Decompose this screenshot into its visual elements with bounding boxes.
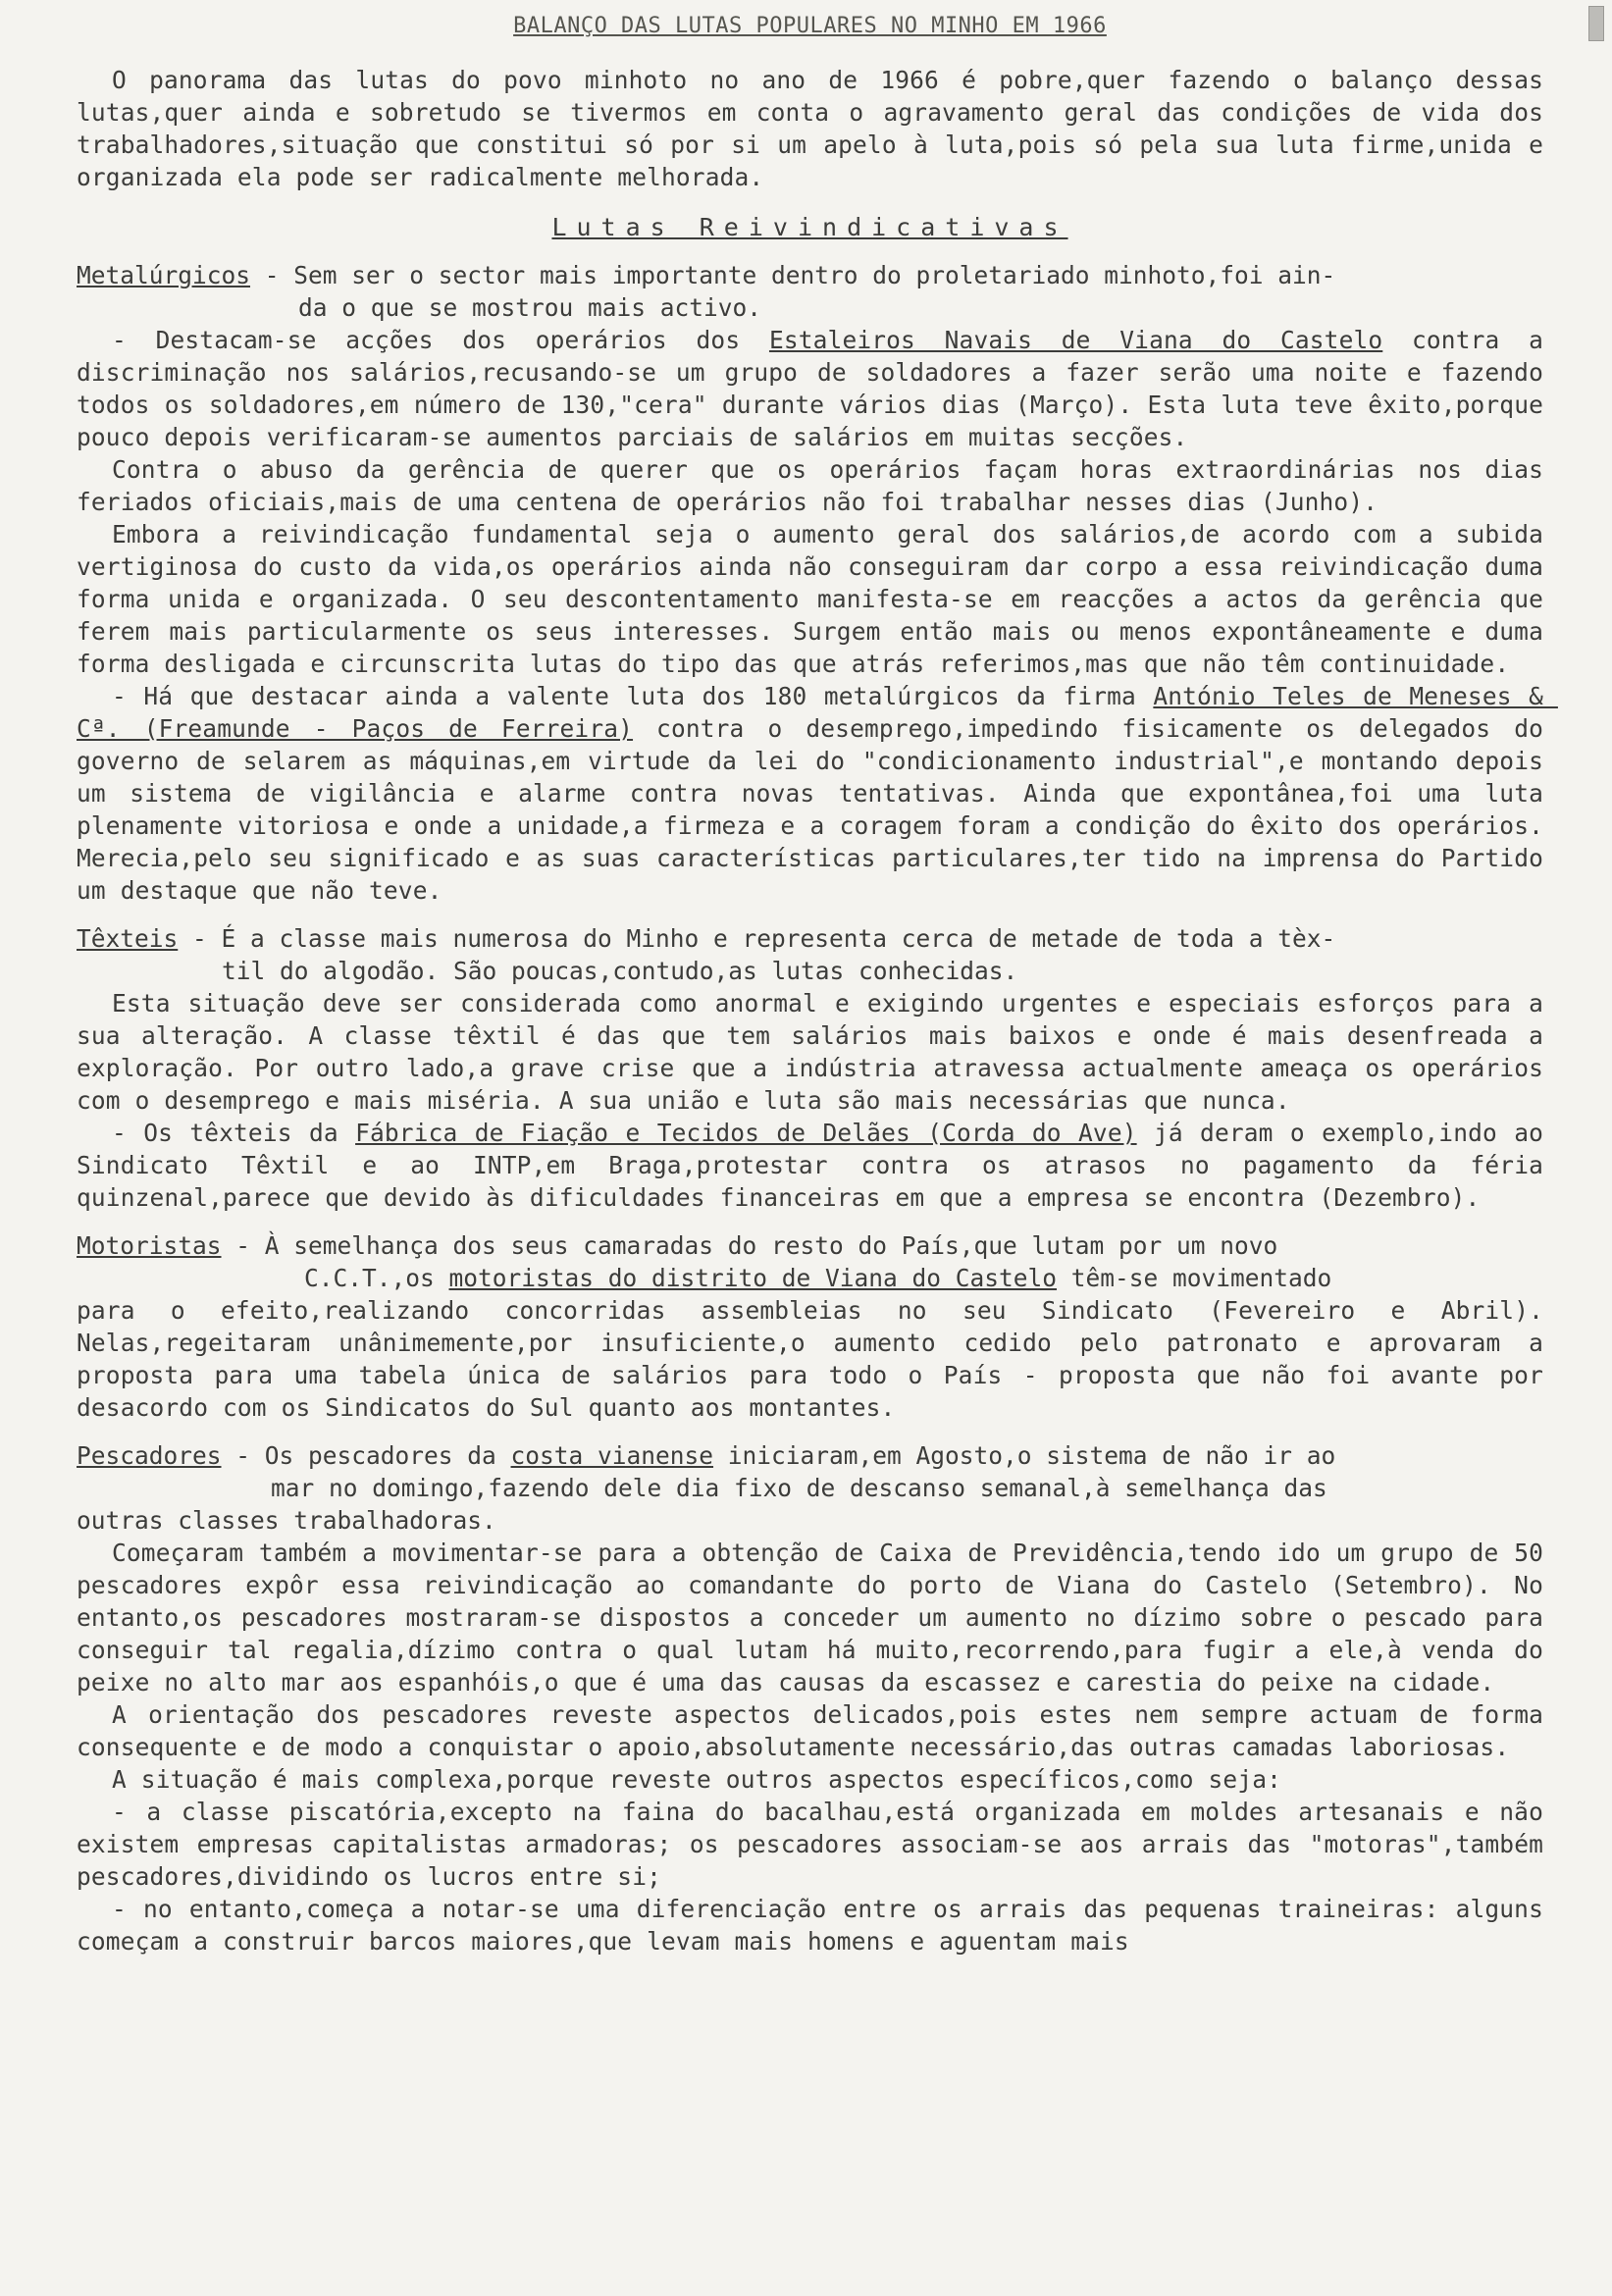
- pescadores-paragraph-1: Começaram também a movimentar-se para a obtenção de Caixa de Previdência,tendo ido um grupo de 50 pescadores expôr essa reivindicação ao comandante do porto de Viana do Castelo (Setembro). No entanto,os pescadores mostraram-se dispostos a conceder um aumento no dízimo sobre o pescado para conseguir tal regalia,dízimo contra o qual lutam há muito,recorrendo,para fugir a ele,à venda do peixe no alto mar aos espanhóis,o que é uma das causas da escassez e carestia do peixe na cidade.: [77, 1539, 1558, 1696]
- pescadores-lead1-start: - Os pescadores da: [221, 1441, 511, 1470]
- section-texteis: [77, 922, 1558, 1214]
- texteis-p2-start: - Os têxteis da: [112, 1119, 356, 1147]
- pescadores-lead: [77, 1439, 1543, 1537]
- metalurgicos-paragraph-1: [77, 324, 1558, 453]
- metalurgicos-p4-company: António Teles de Meneses & Cª. (Freamunde - Paços de Ferreira): [77, 682, 1558, 743]
- metalurgicos-lead-line1: - Sem ser o sector mais importante dentro do proletariado minhoto,foi ain-: [250, 261, 1336, 289]
- motoristas-lead-line1: - À semelhança dos seus camaradas do resto do País,que lutam por um novo: [221, 1231, 1278, 1260]
- section-metalurgicos: [77, 259, 1558, 907]
- texteis-p2-end: já deram o exemplo,indo ao Sindicato Têxtil e ao INTP,em Braga,protestar contra os atrasos no pagamento da féria quinzenal,parece que devido às dificuldades financeiras em que a empresa se encontra (Dezembro).: [77, 1119, 1558, 1212]
- texteis-heading: Têxteis: [77, 924, 179, 953]
- metalurgicos-p4-start: - Há que destacar ainda a valente luta dos 180 metalúrgicos da firma: [112, 682, 1154, 710]
- motoristas-lead2-district: motoristas do distrito de Viana do Castelo: [448, 1264, 1058, 1292]
- page-edge-mark: [1588, 6, 1604, 41]
- section-motoristas: [77, 1229, 1558, 1424]
- texteis-paragraph-2: [77, 1117, 1558, 1214]
- metalurgicos-paragraph-2: Contra o abuso da gerência de querer que os operários façam horas extraordinárias nos dias feriados oficiais,mais de uma centena de operários não foi trabalhar nesses dias (Junho).: [77, 455, 1558, 516]
- pescadores-paragraph-4: - a classe piscatória,excepto na faina do bacalhau,está organizada em moldes artesanais e não existem empresas capitalistas armadoras; os pescadores associam-se aos arrais das "motoras",também pescadores,dividindo os lucros entre si;: [77, 1798, 1558, 1891]
- motoristas-lead-line2: [77, 1262, 1543, 1294]
- section-title: Lutas Reivindicativas: [551, 213, 1068, 241]
- pescadores-lead1-coast: costa vianense: [510, 1441, 714, 1470]
- motoristas-heading: Motoristas: [77, 1231, 222, 1260]
- metalurgicos-p1-start: - Destacam-se acções dos operários dos: [112, 326, 769, 354]
- metalurgicos-heading: Metalúrgicos: [77, 261, 251, 289]
- metalurgicos-paragraph-3: Embora a reivindicação fundamental seja o aumento geral dos salários,de acordo com a subida vertiginosa do custo da vida,os operários ainda não conseguiram dar corpo a essa reivindicação duma forma unida e organizada. O seu descontentamento manifesta-se em reacções a actos da gerência que ferem mais particularmente os seus interesses. Surgem então mais ou menos expontâneamente e duma forma desligada e circunscrita lutas do tipo das que atrás referimos,mas que não têm continuidade.: [77, 520, 1558, 678]
- texteis-lead: [77, 922, 1543, 987]
- intro-paragraph: O panorama das lutas do povo minhoto no ano de 1966 é pobre,quer fazendo o balanço dessas lutas,quer ainda e sobretudo se tivermos em conta o agravamento geral das condições de vida dos trabalhadores,situação que constitui só por si um apelo à luta,pois só pela sua luta firme,unida e organizada ela pode ser radicalmente melhorada.: [77, 66, 1558, 191]
- section-pescadores: [77, 1439, 1558, 1957]
- pescadores-paragraph-3: A situação é mais complexa,porque reveste outros aspectos específicos,como seja:: [112, 1765, 1282, 1794]
- pescadores-heading: Pescadores: [77, 1441, 222, 1470]
- pescadores-lead-line2: mar no domingo,fazendo dele dia fixo de descanso semanal,à semelhança das: [271, 1474, 1327, 1502]
- texteis-lead-line2: til do algodão. São poucas,contudo,as lutas conhecidas.: [222, 957, 1018, 985]
- pescadores-lead-line3: outras classes trabalhadoras.: [77, 1506, 496, 1535]
- pescadores-paragraph-5: - no entanto,começa a notar-se uma diferenciação entre os arrais das pequenas traineiras: alguns começam a construir barcos maiores,que levam mais homens e aguentam mais: [77, 1895, 1558, 1956]
- metalurgicos-p4-end: contra o desemprego,impedindo fisicamente os delegados do governo de selarem as máquinas,em virtude da lei do "condicionamento industrial",e montando depois um sistema de vigilância e alarme contra novas tentativas. Ainda que expontânea,foi uma luta plenamente vitoriosa e onde a unidade,a firmeza e a coragem foram a condição do êxito dos operários. Merecia,pelo seu significado e as suas características particulares,ter tido na imprensa do Partido um destaque que não teve.: [77, 714, 1558, 905]
- metalurgicos-lead-line2: da o que se mostrou mais activo.: [298, 293, 762, 322]
- document-title: BALANÇO DAS LUTAS POPULARES NO MINHO EM 1966: [513, 14, 1107, 38]
- metalurgicos-p1-end: contra a discriminação nos salários,recusando-se um grupo de soldadores a fazer serão uma noite e fazendo todos os soldadores,em número de 130,"cera" durante vários dias (Março). Esta luta teve êxito,porque pouco depois verificaram-se aumentos parciais de salários em muitas secções.: [77, 326, 1558, 451]
- texteis-lead-line1: - É a classe mais numerosa do Minho e representa cerca de metade de toda a tèx-: [178, 924, 1336, 953]
- metalurgicos-lead: [77, 259, 1543, 324]
- pescadores-lead1-end: iniciaram,em Agosto,o sistema de não ir ao: [713, 1441, 1336, 1470]
- pescadores-paragraph-2: A orientação dos pescadores reveste aspectos delicados,pois estes nem sempre actuam de forma consequente e de modo a conquistar o apoio,absolutamente necessário,das outras camadas laboriosas.: [77, 1700, 1558, 1761]
- motoristas-paragraph-1: para o efeito,realizando concorridas assembleias no seu Sindicato (Fevereiro e Abril). Nelas,regeitaram unânimemente,por insuficiente,o aumento cedido pelo patronato e aprovaram a proposta para uma tabela única de salários para todo o País - proposta que não foi avante por desacordo com os Sindicatos do Sul quanto aos montantes.: [77, 1296, 1558, 1422]
- motoristas-lead2-end: têm-se movimentado: [1057, 1264, 1332, 1292]
- metalurgicos-paragraph-4: [77, 680, 1558, 907]
- texteis-p2-company: Fábrica de Fiação e Tecidos de Delães (Corda do Ave): [355, 1119, 1137, 1147]
- texteis-paragraph-1: Esta situação deve ser considerada como anormal e exigindo urgentes e especiais esforços para a sua alteração. A classe têxtil é das que tem salários mais baixos e onde é mais desenfreada a exploração. Por outro lado,a grave crise que a indústria atravessa actualmente ameaça os operários com o desemprego e mais miséria. A sua união e luta são mais necessárias que nunca.: [77, 989, 1558, 1115]
- motoristas-lead: [77, 1229, 1543, 1294]
- metalurgicos-p1-company: Estaleiros Navais de Viana do Castelo: [768, 326, 1383, 354]
- motoristas-lead2-start: C.C.T.,os: [304, 1264, 449, 1292]
